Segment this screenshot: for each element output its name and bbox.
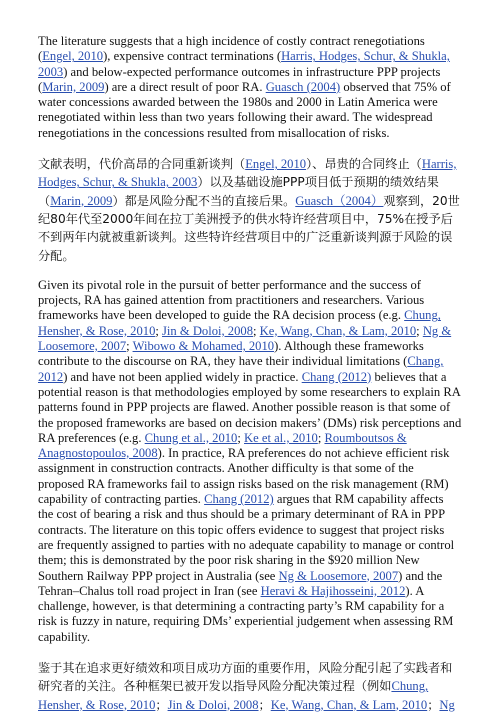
citation-link[interactable]: Ng & Loosemore, 2007	[278, 568, 399, 583]
text-segment: 观察到，20世纪80年代至2000年间在拉丁美洲授予的供水特许经营项目中，75%在授予后不到两年内就被重新谈判。这些特许经营项目中的广泛重新谈判源于风险的误分配。	[38, 193, 460, 263]
text-segment: ) and the Tehran–Chalus toll road project in Iran (see	[38, 568, 443, 598]
citation-link[interactable]: Harris, Hodges, Schur, & Shukla, 2003	[38, 157, 457, 190]
citation-link[interactable]: Chang (2012)	[204, 492, 274, 507]
citation-link[interactable]: Wibowo & Mohamed, 2010	[132, 339, 275, 354]
citation-link[interactable]: Chung, Hensher, & Rose, 2010	[38, 679, 429, 712]
citation-link[interactable]: Engel, 2010	[42, 49, 104, 64]
text-segment: ；	[427, 697, 440, 712]
citation-link[interactable]: Marin, 2009	[42, 79, 105, 94]
citation-link[interactable]: Marin, 2009	[50, 193, 113, 208]
text-segment: ;	[253, 323, 260, 338]
text-segment: ;	[155, 323, 163, 338]
citation-link[interactable]: Ke, Wang, Chan, & Lam, 2010	[259, 323, 417, 338]
citation-link[interactable]: Ng	[439, 697, 455, 712]
text-segment: ;	[317, 430, 325, 445]
citation-link[interactable]: Heravi & Hajihosseini, 2012	[260, 583, 406, 598]
citation-link[interactable]: Roumboutsos & Anagnostopoulos, 2008	[38, 430, 407, 461]
text-segment: Given its pivotal role in the pursuit of better performance and the success of projects, RA has gained attention from practitioners and researchers. Various frameworks have been developed to guide the RA decision process (e.g.	[38, 277, 425, 323]
paragraph-english-1	[38, 34, 462, 141]
citation-link[interactable]: Jin & Doloi, 2008	[162, 323, 253, 338]
citation-link[interactable]: Ng & Loosemore, 2007	[38, 323, 452, 354]
text-segment: ), expensive contract terminations (	[103, 49, 282, 64]
text-segment: The literature suggests that a high incidence of costly contract renegotiations (	[38, 34, 425, 64]
text-segment: ；	[258, 697, 271, 712]
text-segment: ) and have not been applied widely in practice.	[63, 369, 302, 384]
text-segment: observed that 75% of water concessions awarded between the 1980s and 2000 in Latin America were renegotiated within less than two years following their award. The widespread renegotiations in the concessions resulted from misallocation of risks.	[38, 79, 451, 140]
text-segment: ）以及基础设施PPP项目低于预期的绩效结果（	[38, 175, 439, 208]
citation-link[interactable]: Guasch（2004）	[295, 193, 384, 208]
paragraph-chinese-1	[38, 155, 462, 265]
text-segment: ). Although these frameworks contribute to the discourse on RA, they have their individual limitations (	[38, 339, 424, 369]
citation-link[interactable]: Chung et al., 2010	[144, 430, 238, 445]
citation-link[interactable]: Harris, Hodges, Schur, & Shukla, 2003	[38, 49, 450, 79]
citation-link[interactable]: Engel, 2010	[245, 157, 307, 172]
citation-link[interactable]: Chang (2012)	[301, 369, 372, 384]
citation-link[interactable]: Guasch (2004)	[265, 79, 341, 94]
text-segment: ；	[155, 697, 168, 712]
text-segment: ). In practice, RA preferences do not achieve efficient risk assignment in construction contracts. Another difficulty is that some of the proposed RA frameworks fail to assign risks based on the risk management (RM) capability of contracting parties.	[38, 446, 450, 507]
citation-link[interactable]: Ke et al., 2010	[244, 430, 318, 445]
text-segment: ). A challenge, however, is that determining a contracting party’s RM capability for a risk is fuzzy in nature, requiring DMs’ experiential judgement when assessing RM capability.	[38, 583, 454, 644]
text-segment: 文献表明，代价高昂的合同重新谈判（	[38, 157, 246, 172]
text-segment: ）都是风险分配不当的直接后果。	[112, 193, 296, 208]
citation-link[interactable]: Jin & Doloi, 2008	[167, 697, 259, 712]
paragraph-english-2	[38, 278, 462, 645]
text-segment: 鉴于其在追求更好绩效和项目成功方面的重要作用，风险分配引起了实践者和研究者的关注。各种框架已被开发以指导风险分配决策过程（例如	[38, 660, 453, 694]
text-segment: ;	[237, 430, 245, 445]
text-segment: ;	[416, 323, 423, 338]
text-segment: argues that RM capability affects the cost of bearing a risk and thus should be a primary determinant of RA in PPP contracts. The literature on this topic offers evidence to suggest that project risks are frequently assigned to parties with no adequate capability to manage or control them; this is demonstrated by the poor risk sharing in the $920 million New Southern Railway PPP project in Australia (see	[38, 492, 455, 583]
text-segment: ) are a direct result of poor RA.	[104, 79, 266, 94]
citation-link[interactable]: Chang, 2012	[38, 354, 444, 384]
text-segment: ;	[126, 339, 133, 354]
text-segment: ) and below-expected performance outcomes in infrastructure PPP projects (	[38, 64, 441, 94]
document-page	[38, 34, 462, 727]
text-segment: believes that a potential reason is that methodologies employed by some researchers to explain RA patterns found in PPP projects are flawed. Another possible reason is that some of the proposed frameworks are based on decision makers’ (DMs) risk perceptions and RA preferences (e.g.	[38, 369, 462, 445]
citation-link[interactable]: Ke, Wang, Chan, & Lam, 2010	[270, 697, 428, 712]
citation-link[interactable]: Chung, Hensher, & Rose, 2010	[38, 308, 441, 338]
text-segment: ）、昂贵的合同终止（	[306, 157, 422, 172]
